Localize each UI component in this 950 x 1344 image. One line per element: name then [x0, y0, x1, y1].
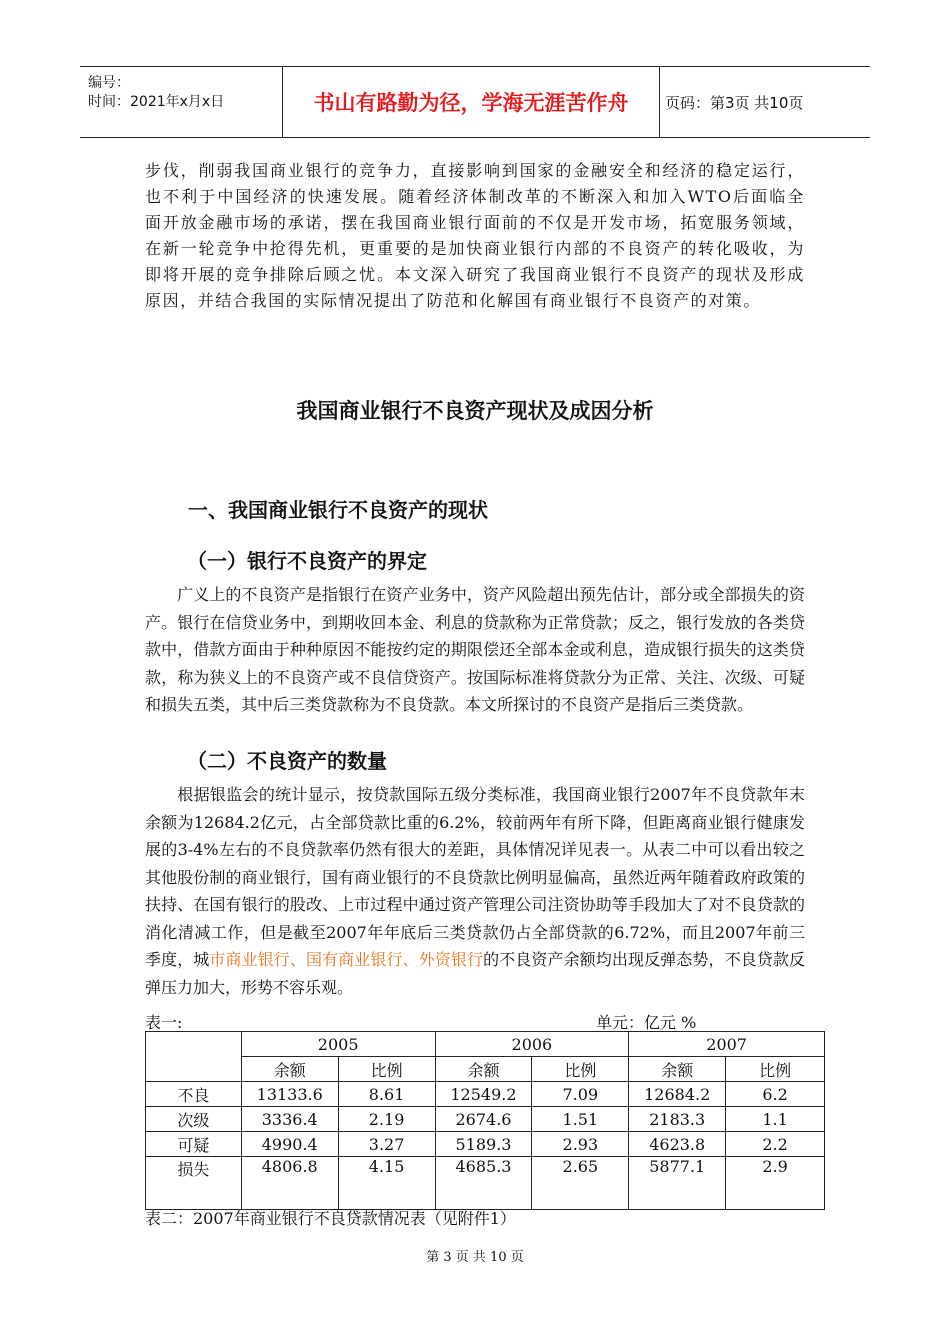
- table-cell: 5189.3: [435, 1132, 532, 1157]
- table-cell: 2674.6: [435, 1107, 532, 1132]
- subheader-cell: 比例: [532, 1057, 629, 1082]
- header-motto: 书山有路勤为径，学海无涯苦作舟: [283, 67, 660, 137]
- subsection2-text-part2: 的不良资产余额均出现反弹态势，不良贷款反弹压力加大，形势不容乐观。: [145, 950, 805, 997]
- subsection1-heading: （一）银行不良资产的界定: [187, 549, 427, 573]
- table-cell: 4623.8: [629, 1132, 726, 1157]
- year-header: 2005: [241, 1032, 435, 1057]
- table-cell: 1.51: [532, 1107, 629, 1132]
- header-number: 编号：: [88, 75, 130, 91]
- main-title: 我国商业银行不良资产现状及成因分析: [296, 399, 654, 423]
- npl-table: [145, 1031, 825, 1210]
- subheader-cell: 余额: [241, 1057, 338, 1082]
- table-row: [146, 1157, 825, 1210]
- row-label: 不良: [146, 1082, 242, 1107]
- table-corner-cell: [146, 1032, 242, 1082]
- table-cell: 5877.1: [629, 1157, 726, 1210]
- table-cell: 8.61: [338, 1082, 435, 1107]
- table-cell: 2183.3: [629, 1107, 726, 1132]
- table-cell: 2.93: [532, 1132, 629, 1157]
- row-label: 损失: [146, 1157, 242, 1210]
- page-header: [80, 66, 870, 138]
- table-cell: 4990.4: [241, 1132, 338, 1157]
- table-cell: 12549.2: [435, 1082, 532, 1107]
- row-label: 可疑: [146, 1132, 242, 1157]
- table1-unit: 单元：亿元 %: [596, 1013, 697, 1032]
- table-cell: 3.27: [338, 1132, 435, 1157]
- subsection2-highlight: 市商业银行、国有商业银行、外资银行: [209, 950, 484, 969]
- table-cell: 7.09: [532, 1082, 629, 1107]
- section1-heading: 一、我国商业银行不良资产的现状: [188, 498, 488, 522]
- table-row: [146, 1132, 825, 1157]
- table-cell: 2.65: [532, 1157, 629, 1210]
- row-label: 次级: [146, 1107, 242, 1132]
- header-meta: [80, 67, 283, 137]
- table-subheader-row: [146, 1057, 825, 1082]
- table2-caption: 表二：2007年商业银行不良贷款情况表（见附件1）: [145, 1209, 516, 1228]
- header-page: 页码：第3页 共10页: [665, 93, 804, 112]
- subheader-cell: 余额: [435, 1057, 532, 1082]
- subheader-cell: 余额: [629, 1057, 726, 1082]
- subsection2-paragraph: [145, 781, 805, 1001]
- subsection2-text-part1: 根据银监会的统计显示，按贷款国际五级分类标准，我国商业银行2007年不良贷款年末余额为12684.2亿元，占全部贷款比重的6.2%，较前两年有所下降，但距离商业银行健康发展的3-4%左右的不良贷款率仍然有很大的差距，具体情况详见表一。从表二中可以看出较之其他股份制的商业银行，国有商业银行的不良贷款比例明显偏高，虽然近两年随着政府政策的扶持、在国有银行的股改、上市过程中通过资产管理公司注资协助等手段加大了对不良贷款的消化清减工作，但是截至2007年年底后三类贷款仍占全部贷款的6.72%，而且2007年前三季度，城: [145, 785, 805, 969]
- subsection1-paragraph: [145, 581, 805, 719]
- subheader-cell: 比例: [726, 1057, 825, 1082]
- table-cell: 1.1: [726, 1107, 825, 1132]
- table-row: [146, 1082, 825, 1107]
- intro-paragraph: 步伐，削弱我国商业银行的竞争力，直接影响到国家的金融安全和经济的稳定运行，也不利于中国经济的快速发展。随着经济体制改革的不断深入和加入WTO后面临全面开放金融市场的承诺，摆在我国商业银行面前的不仅是开发市场，拓宽服务领域，在新一轮竞争中抢得先机，更重要的是加快商业银行内部的不良资产的转化吸收，为即将开展的竞争排除后顾之忧。本文深入研究了我国商业银行不良资产的现状及形成原因，并结合我国的实际情况提出了防范和化解国有商业银行不良资产的对策。: [145, 161, 805, 310]
- year-header: 2007: [629, 1032, 825, 1057]
- header-time: 时间：2021年x月x日: [88, 94, 225, 110]
- table-cell: 4.15: [338, 1157, 435, 1210]
- page-footer: 第 3 页 共 10 页: [426, 1250, 524, 1265]
- table-row: [146, 1107, 825, 1132]
- table-cell: 2.2: [726, 1132, 825, 1157]
- table-cell: 4685.3: [435, 1157, 532, 1210]
- table-cell: 2.9: [726, 1157, 825, 1210]
- table-cell: 6.2: [726, 1082, 825, 1107]
- table-cell: 12684.2: [629, 1082, 726, 1107]
- table-cell: 13133.6: [241, 1082, 338, 1107]
- table-cell: 2.19: [338, 1107, 435, 1132]
- table-cell: 4806.8: [241, 1157, 338, 1210]
- table-cell: 3336.4: [241, 1107, 338, 1132]
- table-year-row: [146, 1032, 825, 1057]
- subheader-cell: 比例: [338, 1057, 435, 1082]
- subsection1-text: 广义上的不良资产是指银行在资产业务中，资产风险超出预先估计，部分或全部损失的资产。银行在信贷业务中，到期收回本金、利息的贷款称为正常贷款；反之，银行发放的各类贷款中，借款方面由于种种原因不能按约定的期限偿还全部本金或利息，造成银行损失的这类贷款，称为狭义上的不良资产或不良信贷资产。按国际标准将贷款分为正常、关注、次级、可疑和损失五类，其中后三类贷款称为不良贷款。本文所探讨的不良资产是指后三类贷款。: [145, 585, 805, 714]
- subsection2-heading: （二）不良资产的数量: [187, 749, 387, 773]
- table1-caption: 表一:: [145, 1013, 183, 1032]
- year-header: 2006: [435, 1032, 629, 1057]
